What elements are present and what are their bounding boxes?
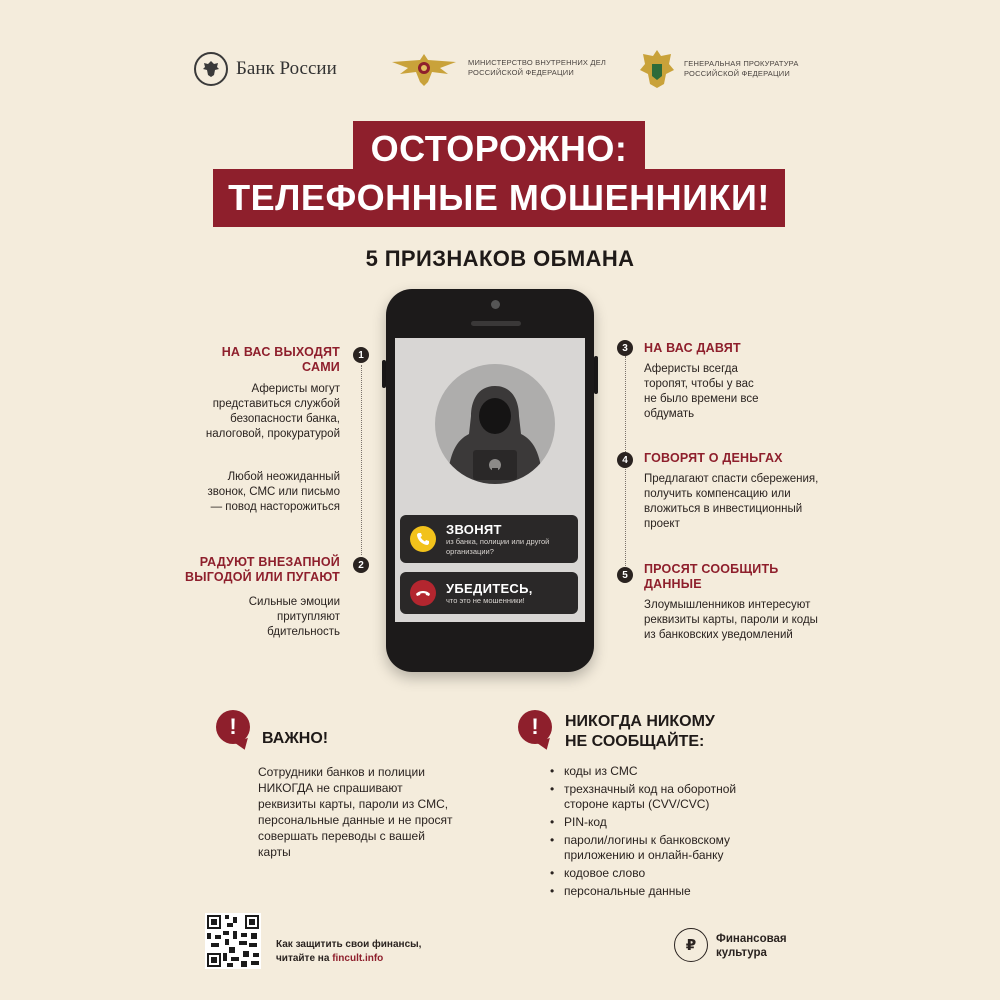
sign-1-title: НА ВАС ВЫХОДЯТ САМИ [221, 345, 340, 374]
list-item: • пароли/логины к банковскому приложению и онлайн-банку [550, 833, 780, 863]
sign-number-5: 5 [617, 567, 633, 583]
sign-number-3: 3 [617, 340, 633, 356]
bank-name: Банк России [236, 58, 337, 79]
sign-number-2: 2 [353, 557, 369, 573]
title-line-1: ОСТОРОЖНО: [353, 121, 645, 177]
double-headed-eagle-icon [194, 52, 228, 86]
qr-code[interactable] [205, 913, 261, 969]
hang-up-phone-icon [410, 580, 436, 606]
sign-3-text: Аферисты всегда торопят, чтобы у вас не было времени все обдумать [644, 363, 759, 420]
sign-4-text: Предлагают спасти сбережения, получить компенсацию или вложиться в инвестиционный проект [644, 473, 819, 530]
sign-2-text: Сильные эмоции притупляют бдительность [248, 596, 340, 638]
sign-number-4: 4 [617, 452, 633, 468]
sign-1 [200, 345, 340, 375]
mvd-logo [390, 48, 618, 88]
verify-title: УБЕДИТЕСЬ, [446, 580, 533, 596]
sign-number-1: 1 [353, 347, 369, 363]
footer-line-2 [276, 952, 476, 966]
title-line-2: ТЕЛЕФОННЫЕ МОШЕННИКИ! [213, 169, 785, 227]
prosecutor-emblem-icon [638, 48, 676, 90]
never-exclamation-icon: ! [518, 710, 552, 744]
sign-3-title: НА ВАС ДАВЯТ [644, 341, 741, 355]
prosecutor-name: ГЕНЕРАЛЬНАЯ ПРОКУРАТУРА РОССИЙСКОЙ ФЕДЕРАЦИИ [684, 59, 799, 78]
sign-5-text: Злоумышленников интересуют реквизиты карты, пароли и коды из банковских уведомлений [644, 599, 818, 641]
bank-of-russia-logo [194, 52, 337, 86]
sign-1-text-1: Аферисты могут представиться службой безопасности банка, налоговой, прокуратурой [205, 383, 340, 440]
ruble-icon: ₽ [674, 928, 708, 962]
important-text: Сотрудники банков и полиции НИКОГДА не спрашивают реквизиты карты, пароли из СМС, персональные данные и не просят совершать переводы с вашей карты [258, 765, 453, 859]
verify-subtitle: что это не мошенники! [446, 595, 525, 605]
call-subtitle: из банка, полиции или другой организации? [446, 536, 550, 556]
never-heading [565, 712, 715, 752]
never-heading-line-1: НИКОГДА НИКОМУ [565, 713, 715, 730]
hooded-scammer-avatar [435, 364, 555, 484]
never-heading-line-2: НЕ СООБЩАЙТЕ: [565, 733, 705, 750]
call-title: ЗВОНЯТ [446, 521, 502, 537]
phone-camera [491, 300, 500, 309]
footer-line-1: Как защитить свои финансы, [276, 939, 422, 950]
verify-call-card [400, 572, 578, 614]
phone-speaker [471, 321, 521, 326]
fin-line-1: Финансовая [716, 933, 787, 945]
footer-line-2-prefix: читайте на [276, 953, 333, 964]
prosecutor-logo [638, 48, 834, 90]
answer-phone-icon [410, 526, 436, 552]
sign-4-title: ГОВОРЯТ О ДЕНЬГАХ [644, 451, 783, 465]
list-item: • персональные данные [550, 884, 780, 899]
financial-culture-logo-text [716, 932, 787, 960]
list-item: • PIN-код [550, 815, 780, 830]
important-exclamation-icon: ! [216, 710, 250, 744]
hooded-figure-icon [435, 364, 555, 484]
footer-text [276, 938, 476, 966]
sign-5-title: ПРОСЯТ СООБЩИТЬ ДАННЫЕ [644, 562, 779, 591]
sign-2 [168, 555, 340, 585]
subtitle: 5 ПРИЗНАКОВ ОБМАНА [365, 246, 635, 271]
never-list [550, 764, 780, 902]
fincult-link[interactable]: fincult.info [332, 953, 384, 964]
incoming-call-card [400, 515, 578, 563]
list-item: • коды из СМС [550, 764, 780, 779]
important-heading: ВАЖНО! [262, 730, 329, 747]
phone-power-button [594, 356, 598, 394]
list-item: • трехзначный код на оборотной стороне карты (CVV/CVC) [550, 782, 780, 812]
sign-2-title: РАДУЮТ ВНЕЗАПНОЙ ВЫГОДОЙ ИЛИ ПУГАЮТ [185, 555, 340, 584]
list-item: • кодовое слово [550, 866, 780, 881]
mvd-name: МИНИСТЕРСТВО ВНУТРЕННИХ ДЕЛ РОССИЙСКОЙ ФЕДЕРАЦИИ [468, 58, 607, 77]
sign-1-text-2: Любой неожиданный звонок, СМС или письмо — повод насторожиться [207, 471, 340, 513]
fin-line-2: культура [716, 947, 767, 959]
left-dotted-line [361, 365, 362, 555]
mvd-emblem-icon [390, 48, 458, 88]
